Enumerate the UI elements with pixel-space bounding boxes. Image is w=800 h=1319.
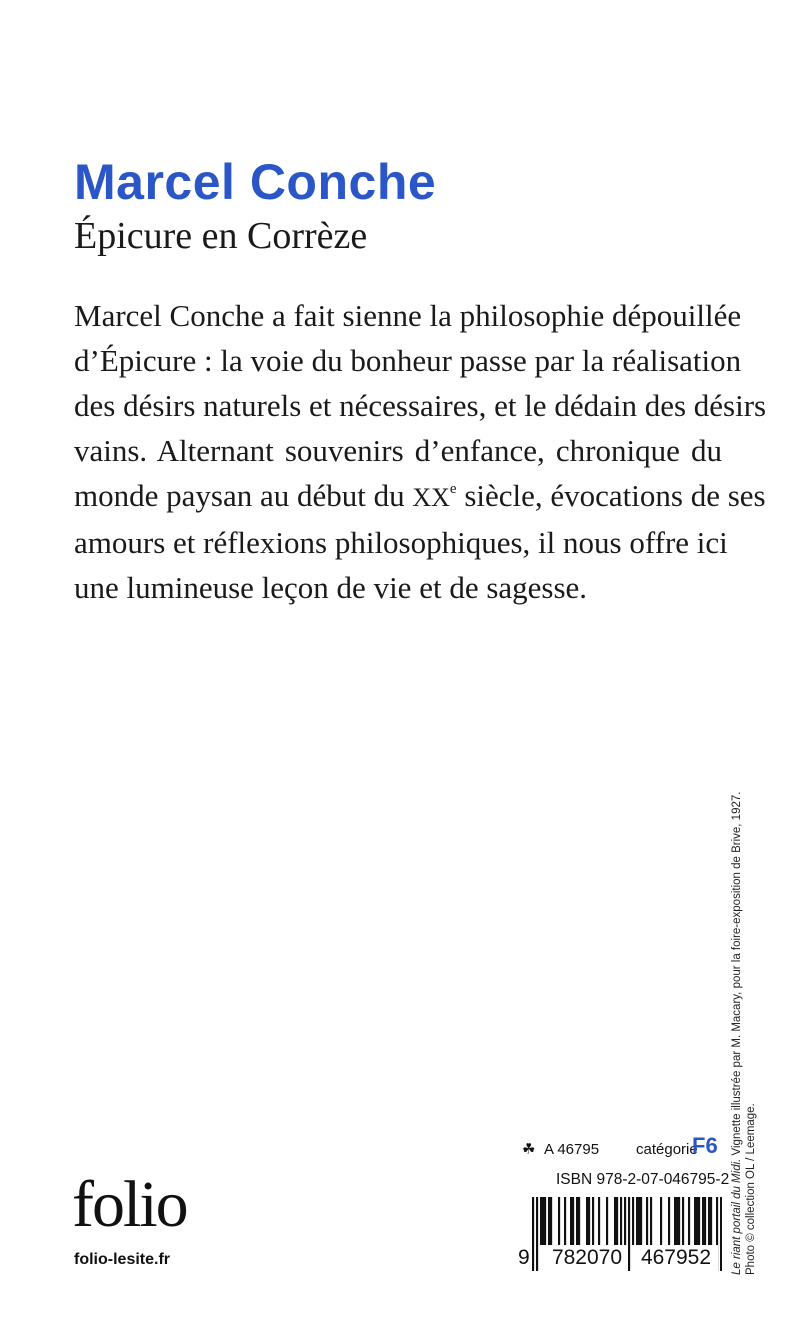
- barcode-bar: [606, 1197, 608, 1245]
- blurb-line: vains. Alternant souvenirs d’enfance, chronique du: [74, 433, 722, 468]
- barcode-bar: [592, 1197, 594, 1245]
- blurb-line: Marcel Conche a fait sienne la philosophie dépouillée: [74, 298, 742, 333]
- category-label: catégorie: [636, 1141, 698, 1158]
- barcode-bar: [636, 1197, 638, 1245]
- blurb-line: [74, 473, 766, 520]
- credit-text: Vignette illustrée par M. Macary, pour la foire-exposition de Brive, 1927.: [731, 791, 743, 1159]
- category-value: F6: [692, 1133, 718, 1158]
- barcode-bar: [616, 1197, 618, 1245]
- century-suffix: e: [449, 481, 457, 497]
- author-name: Marcel Conche: [74, 154, 437, 210]
- blurb-line: une lumineuse leçon de vie et de sagesse.: [74, 570, 588, 605]
- barcode-bar: [668, 1197, 670, 1245]
- barcode-guard-bar: [536, 1197, 538, 1271]
- barcode-bar: [688, 1197, 690, 1245]
- barcode-bar: [558, 1197, 560, 1245]
- barcode-bar: [570, 1197, 572, 1245]
- barcode-bar: [676, 1197, 678, 1245]
- barcode-bar: [650, 1197, 652, 1245]
- barcode-bar: [550, 1197, 552, 1245]
- edition-code: A 46795: [544, 1141, 600, 1158]
- barcode-right-digits: 467952: [634, 1245, 718, 1271]
- barcode-bar: [674, 1197, 676, 1245]
- barcode-bar: [710, 1197, 712, 1245]
- blurb-line-part: monde paysan au début du: [74, 478, 405, 513]
- barcode-bar: [542, 1197, 544, 1245]
- barcode-guard-bar: [628, 1197, 630, 1271]
- barcode-bar: [638, 1197, 640, 1245]
- blurb-line-part: siècle, évocations de ses: [464, 478, 766, 513]
- book-title: Épicure en Corrèze: [74, 215, 368, 257]
- barcode-bar: [540, 1197, 542, 1245]
- barcode-guard-bar: [720, 1197, 722, 1271]
- barcode-bar: [586, 1197, 588, 1245]
- folio-logo: folio: [72, 1168, 187, 1241]
- barcode-bar: [598, 1197, 600, 1245]
- barcode-prefix-digit: 9: [518, 1246, 530, 1269]
- barcode-bar: [698, 1197, 700, 1245]
- barcode-bar: [694, 1197, 696, 1245]
- folio-clover-icon: ☘: [522, 1141, 536, 1158]
- barcode-guard-bar: [532, 1197, 534, 1271]
- blurb-line: amours et réflexions philosophiques, il nous offre ici: [74, 525, 728, 560]
- barcode-bar: [564, 1197, 566, 1245]
- barcode-bar: [620, 1197, 622, 1245]
- barcode-bar: [640, 1197, 642, 1245]
- barcode-bar: [708, 1197, 710, 1245]
- barcode-bar: [660, 1197, 662, 1245]
- blurb-line: des désirs naturels et nécessaires, et le dédain des désirs: [74, 388, 767, 423]
- barcode-bar: [678, 1197, 680, 1245]
- barcode-bar: [696, 1197, 698, 1245]
- barcode-bar: [632, 1197, 634, 1245]
- barcode-bar: [548, 1197, 550, 1245]
- credit-line-1: [730, 792, 744, 1275]
- century-numeral: XX: [412, 483, 450, 512]
- publisher-url[interactable]: folio-lesite.fr: [74, 1251, 171, 1268]
- barcode-bar: [646, 1197, 648, 1245]
- barcode-bar: [614, 1197, 616, 1245]
- barcode-bar: [572, 1197, 574, 1245]
- credit-line-2: Photo © collection OL / Leemage.: [745, 1103, 757, 1275]
- barcode-left-digits: 782070: [546, 1245, 628, 1271]
- barcode-bar: [576, 1197, 578, 1245]
- credit-italic: Le riant portail du Midi.: [731, 1158, 743, 1275]
- image-credit: [730, 792, 758, 1275]
- blurb-line: d’Épicure : la voie du bonheur passe par la réalisation: [74, 343, 742, 378]
- barcode-bar: [702, 1197, 704, 1245]
- barcode-bar: [704, 1197, 706, 1245]
- edition-code-line: [522, 1133, 722, 1160]
- barcode-bar: [588, 1197, 590, 1245]
- barcode-bar: [682, 1197, 684, 1245]
- barcode-bar: [544, 1197, 546, 1245]
- isbn: ISBN 978-2-07-046795-2: [556, 1171, 730, 1188]
- barcode-bar: [578, 1197, 580, 1245]
- blurb-text: [74, 293, 767, 610]
